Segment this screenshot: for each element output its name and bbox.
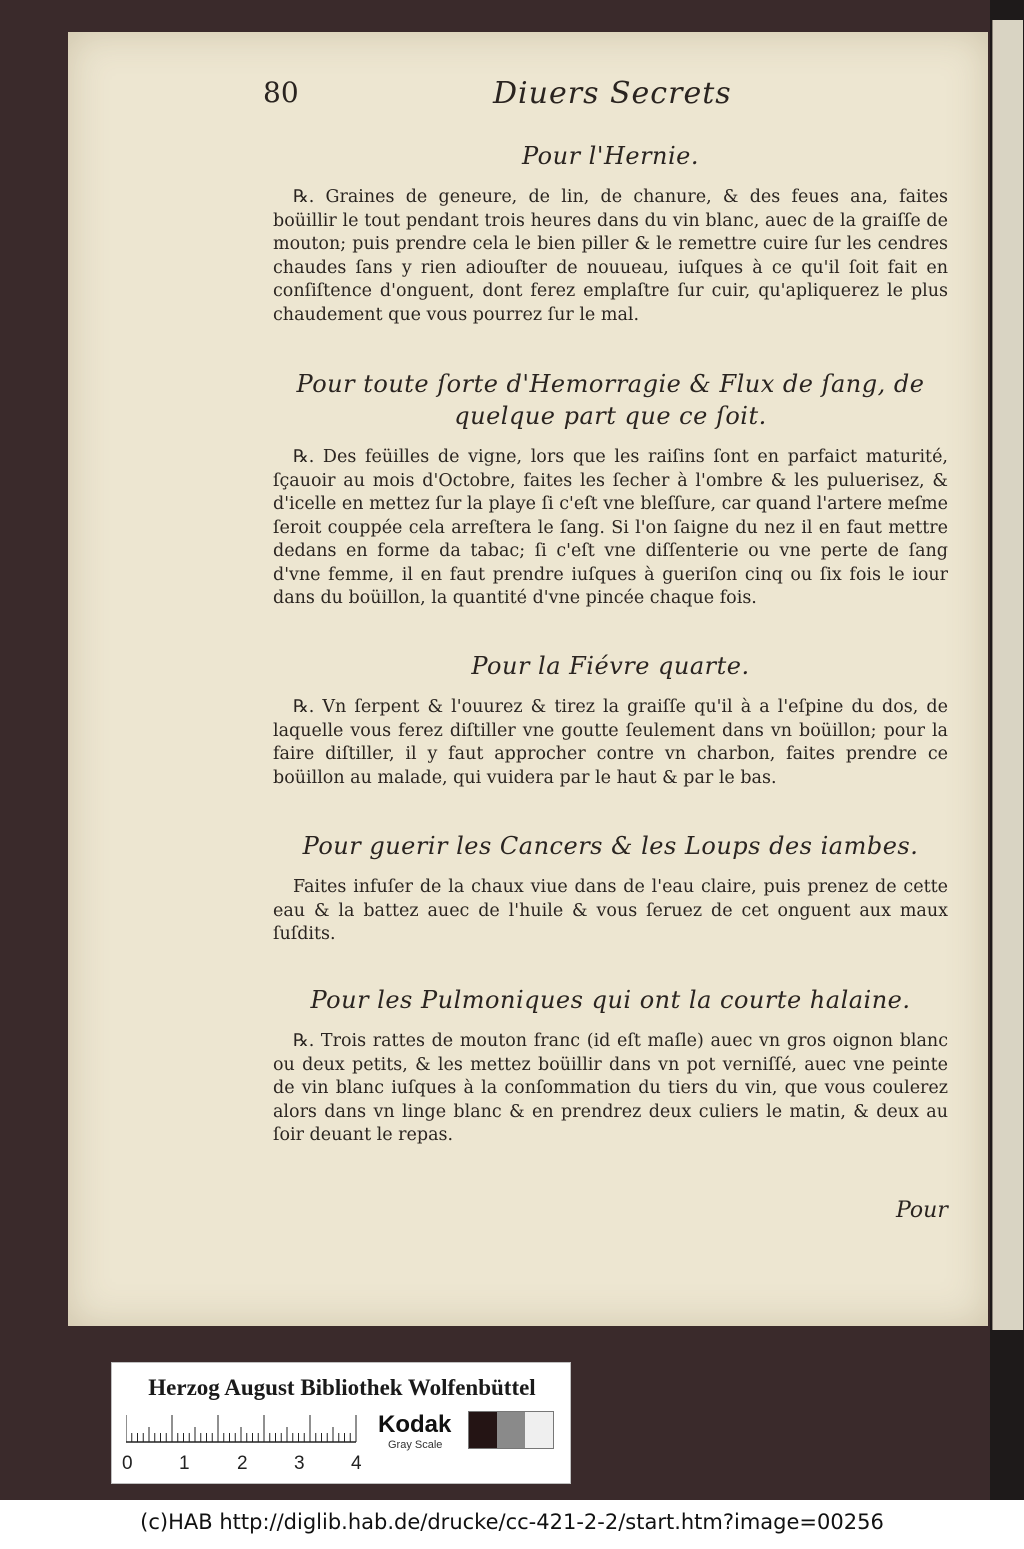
swatch-gray [497,1412,525,1448]
section-text: ℞. Graines de geneure, de lin, de chanure, & des feues ana, faites boüillir le tout pendant trois heures dans du vin blanc, auec de la graiſſe de mouton; puis prendre cela le bien piller & le remettre cuire ſur les cendres chaudes ſans y rien adiouſter de nouueau, iuſques à ce qu'il ſoit fait en conſiſtence d'onguent, dont ferez emplaſtre ſur cuir, qu'apliquerez le plus chaudement que vous pourrez ſur le mal. [273,187,948,325]
swatch-white [525,1412,553,1448]
ruler-number: 3 [294,1453,305,1474]
swatch-black [469,1412,497,1448]
adjacent-page-edge [992,20,1023,1330]
section-heading: Pour guerir les Cancers & les Loups des iambes. [302,832,919,860]
library-color-card [111,1362,571,1484]
section-heading: Pour les Pulmoniques qui ont la courte halaine. [310,986,911,1014]
section-hemorragie [273,368,948,611]
ruler-numbers [122,1453,372,1477]
section-pulmoniques [273,984,948,1148]
institution-name: Herzog August Bibliothek Wolfenbüttel [148,1375,536,1400]
section-text: Faites infuſer de la chaux viue dans de l'eau claire, puis prenez de cette eau & la battez auec de l'huile & vous ſeruez de cet onguent aux maux ſuſdits. [273,877,948,944]
gray-scale-swatches [468,1411,554,1449]
section-cancers [273,830,948,947]
kodak-logo: Kodak [378,1411,452,1438]
copyright-url: (c)HAB http://diglib.hab.de/drucke/cc-421-2-2/start.htm?image=00256 [140,1510,884,1534]
section-heading: Pour la Fiévre quarte. [471,652,750,680]
ruler-scale [126,1413,366,1443]
book-page [68,32,988,1326]
ruler-number: 0 [122,1453,133,1474]
section-text: ℞. Des feüilles de vigne, lors que les raiſins ſont en parfaict maturité, ſçauoir au mois d'Octobre, faites les ſecher à l'ombre & les puluerisez, & d'icelle en mettez ſur la playe ſi c'eſt vne bleſſure, car quand l'artere meſme ſeroit couppée cela arreſtera le ſang. Si l'on ſaigne du nez il en faut mettre dedans en forme da tabac; ſi c'eſt vne diſſenterie ou vne perte de ſang d'vne femme, il en faut prendre iuſques à gueriſon cinq ou ſix fois le iour dans du boüillon, la quantité d'vne pincée chaque fois. [273,447,948,608]
section-heading: Pour toute ſorte d'Hemorragie & Flux de ſang, de quelque part que ce ſoit. [296,370,925,430]
catchword: Pour [896,1198,948,1223]
ruler-number: 1 [179,1453,190,1474]
running-title: Diuers Secrets [493,76,732,111]
ruler-number: 2 [237,1453,248,1474]
page-number: 80 [263,76,299,109]
section-fievre-quarte [273,650,948,790]
section-text: ℞. Trois rattes de mouton franc (id eſt maſle) auec vn gros oignon blanc ou deux petits, & les mettez boüillir dans vn pot verniſſé, auec vne peinte de vin blanc iuſques à la conſommation du tiers du vin, que vous coulerez alors dans vn linge blanc & en prendrez deux culiers le matin, & deux au ſoir deuant le repas. [273,1031,948,1145]
ruler-number: 4 [351,1453,362,1474]
section-hernie [273,140,948,327]
section-heading: Pour l'Hernie. [521,142,700,170]
section-text: ℞. Vn ſerpent & l'ouurez & tirez la graiſſe qu'il à a l'eſpine du dos, de laquelle vous ferez diſtiller vne goutte ſeulement dans vn boüillon; pour la faire diſtiller, il y faut approcher contre vn charbon, faites prendre ce boüillon au malade, qui vuidera par le haut & par le bas. [273,697,948,788]
page-header [263,76,923,116]
gray-scale-label: Gray Scale [388,1439,443,1451]
